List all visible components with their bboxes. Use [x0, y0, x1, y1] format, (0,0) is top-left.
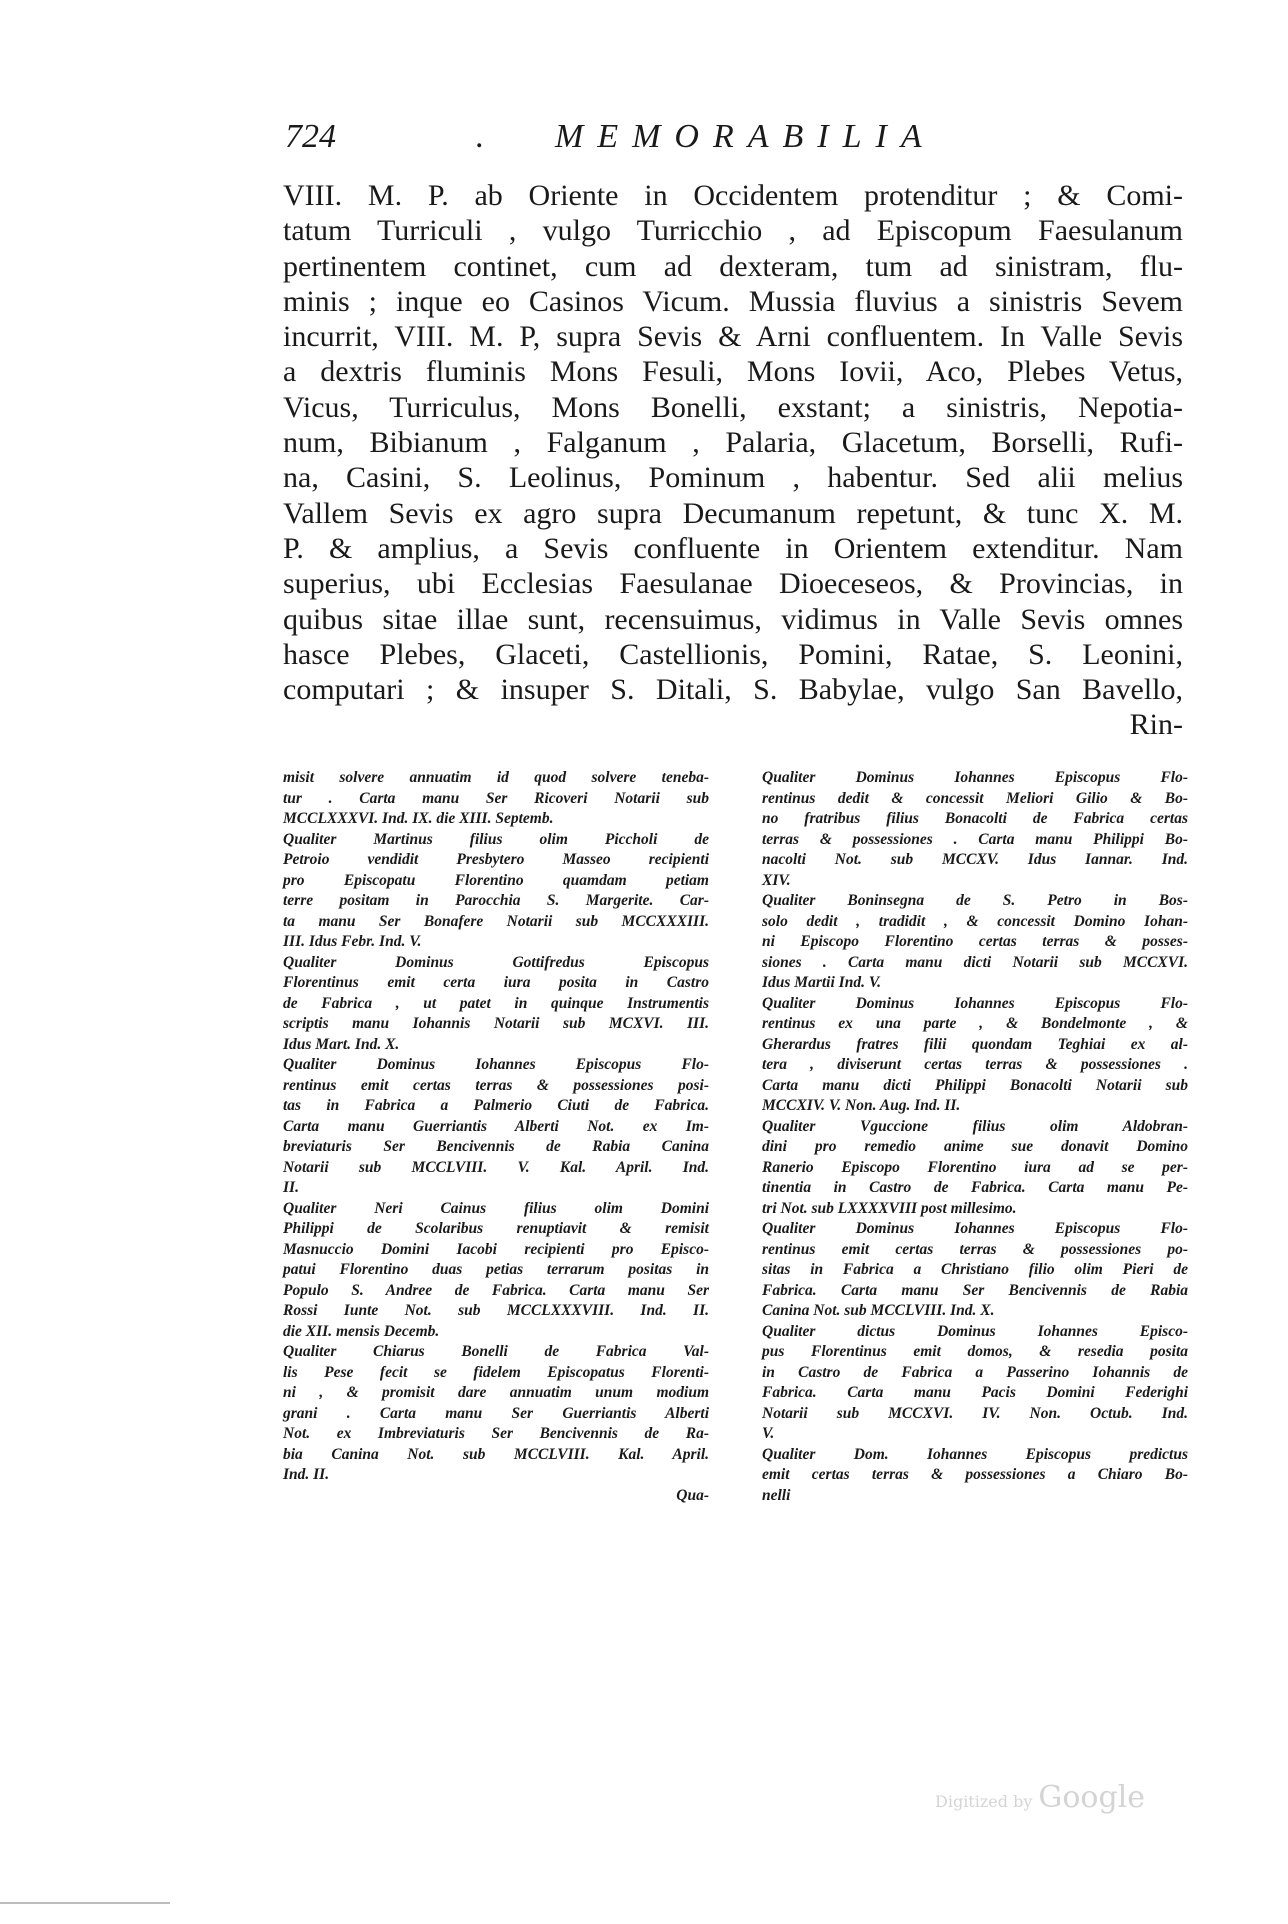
note-line: Qualiter Neri Cainus filius olim Domini — [283, 1199, 709, 1217]
note-line: rentinus emit certas terras & possessiones po- — [762, 1240, 1188, 1258]
note-line: nelli — [762, 1486, 791, 1504]
note-catchword: Qua- — [676, 1486, 709, 1504]
note-line: Petroio vendidit Presbytero Masseo recipienti — [283, 851, 709, 868]
note-line: rentinus dedit & concessit Meliori Gilio & Bo- — [762, 789, 1188, 807]
note-line: patui Florentino duas petias terrarum positas in — [283, 1261, 709, 1278]
note-line: II. — [283, 1179, 299, 1196]
page-header — [285, 118, 1185, 168]
main-text-line: minis ; inque eo Casinos Vicum. Mussia fluvius a sinistris Sevem — [283, 284, 1183, 318]
notes-column-left — [283, 768, 709, 1506]
note-line: no fratribus filius Bonacolti de Fabrica certas — [762, 810, 1188, 827]
note-line: MCCLXXXVI. Ind. IX. die XIII. Septemb. — [283, 810, 554, 827]
note-line: die XII. mensis Decemb. — [283, 1322, 440, 1340]
note-line: misit solvere annuatim id quod solvere teneba- — [283, 769, 709, 786]
watermark-prefix: Digitized by — [935, 1792, 1033, 1811]
note-line: V. — [762, 1425, 775, 1442]
note-line: Qualiter Martinus filius olim Piccholi de — [283, 830, 709, 848]
header-separator: . — [475, 118, 484, 155]
note-line: Qualiter Chiarus Bonelli de Fabrica Val- — [283, 1343, 709, 1360]
note-line: Qualiter Dominus Iohannes Episcopus Flo- — [762, 994, 1188, 1012]
catchword: Rin- — [1129, 708, 1183, 742]
note-line: terre positam in Parocchia S. Margerite. Car- — [283, 892, 709, 909]
main-text-line: hasce Plebes, Glaceti, Castellionis, Pomini, Ratae, S. Leonini, — [283, 637, 1183, 671]
note-line: nacolti Not. sub MCCXV. Idus Iannar. Ind. — [762, 851, 1188, 868]
note-line: ni Episcopo Florentino certas terras & posses- — [762, 933, 1188, 950]
note-line: terras & possessiones . Carta manu Philippi Bo- — [762, 830, 1188, 848]
note-line: ta manu Ser Bonafere Notarii sub MCCXXXIII. — [283, 912, 709, 930]
note-line: Rossi Iunte Not. sub MCCLXXXVIII. Ind. II. — [283, 1302, 709, 1319]
note-line: de Fabrica , ut patet in quinque Instrumentis — [283, 994, 709, 1012]
note-line: solo dedit , tradidit , & concessit Domino Iohan- — [762, 912, 1188, 930]
note-line: tera , diviserunt certas terras & possessiones . — [762, 1056, 1188, 1073]
note-line: Fabrica. Carta manu Pacis Domini Federighi — [762, 1384, 1188, 1401]
note-line: Masnuccio Domini Iacobi recipienti pro Episco- — [283, 1240, 709, 1258]
note-line: Philippi de Scolaribus renuptiavit & remisit — [283, 1220, 709, 1237]
note-line: Qualiter dictus Dominus Iohannes Episco- — [762, 1322, 1188, 1340]
digitization-watermark — [935, 1780, 1145, 1815]
note-line: ni , & promisit dare annuatim unum modium — [283, 1384, 709, 1401]
note-line: dini pro remedio anime sue donavit Domino — [762, 1138, 1188, 1155]
note-line: tinentia in Castro de Fabrica. Carta manu Pe- — [762, 1179, 1188, 1196]
note-line: bia Canina Not. sub MCCLVIII. Kal. April. — [283, 1445, 709, 1463]
note-line: Qualiter Dominus Iohannes Episcopus Flo- — [762, 1220, 1188, 1237]
note-line: pus Florentinus emit domos, & resedia posita — [762, 1343, 1188, 1360]
note-line: rentinus ex una parte , & Bondelmonte , & — [762, 1015, 1188, 1032]
note-line: XIV. — [762, 871, 791, 889]
main-text-line: pertinentem continet, cum ad dexteram, tum ad sinistram, flu- — [283, 249, 1183, 283]
note-line: Canina Not. sub MCCLVIII. Ind. X. — [762, 1302, 995, 1319]
note-line: Qualiter Dominus Iohannes Episcopus Flo- — [762, 769, 1188, 786]
note-line: Qualiter Dominus Gottifredus Episcopus — [283, 953, 709, 971]
note-line: Qualiter Vguccione filius olim Aldobran- — [762, 1117, 1188, 1135]
main-text — [283, 178, 1183, 743]
main-text-line: P. & amplius, a Sevis confluente in Orientem extenditur. Nam — [283, 531, 1183, 565]
running-head: MEMORABILIA — [555, 118, 936, 155]
note-line: Ind. II. — [283, 1466, 330, 1483]
note-line: Qualiter Dom. Iohannes Episcopus predictus — [762, 1445, 1188, 1463]
page-number: 724 — [285, 118, 336, 155]
note-line: Notarii sub MCCXVI. IV. Non. Octub. Ind. — [762, 1404, 1188, 1422]
note-line: Notarii sub MCCLVIII. V. Kal. April. Ind. — [283, 1158, 709, 1176]
note-line: III. Idus Febr. Ind. V. — [283, 933, 422, 950]
note-line: sitas in Fabrica a Christiano filio olim Pieri de — [762, 1261, 1188, 1278]
note-line: Carta manu Guerriantis Alberti Not. ex Im- — [283, 1117, 709, 1135]
note-line: Florentinus emit certa iura posita in Castro — [283, 974, 709, 991]
main-text-line: num, Bibianum , Falganum , Palaria, Glacetum, Borselli, Rufi- — [283, 426, 1183, 460]
note-line: Carta manu dicti Philippi Bonacolti Notarii sub — [762, 1076, 1188, 1094]
note-line: Populo S. Andree de Fabrica. Carta manu Ser — [283, 1281, 709, 1299]
note-line: MCCXIV. V. Non. Aug. Ind. II. — [762, 1097, 961, 1114]
main-text-line: Vicus, Turriculus, Mons Bonelli, exstant; a sinistris, Nepotia- — [283, 390, 1183, 424]
note-line: breviaturis Ser Bencivennis de Rabia Canina — [283, 1138, 709, 1155]
main-text-line: VIII. M. P. ab Oriente in Occidentem protenditur ; & Comi- — [283, 179, 1183, 212]
note-line: emit certas terras & possessiones a Chiaro Bo- — [762, 1466, 1188, 1483]
note-line: in Castro de Fabrica a Passerino Iohannis de — [762, 1363, 1188, 1381]
note-line: Gherardus fratres filii quondam Teghiai ex al- — [762, 1035, 1188, 1053]
notes-column-right — [762, 768, 1188, 1506]
note-line: Ranerio Episcopo Florentino iura ad se per- — [762, 1158, 1188, 1176]
main-text-line: quibus sitae illae sunt, recensuimus, vidimus in Valle Sevis omnes — [283, 602, 1183, 636]
main-text-line: incurrit, VIII. M. P, supra Sevis & Arni confluentem. In Valle Sevis — [283, 320, 1183, 354]
main-text-line: tatum Turriculi , vulgo Turricchio , ad Episcopum Faesulanum — [283, 214, 1183, 248]
note-line: Idus Martii Ind. V. — [762, 974, 882, 991]
note-line: tri Not. sub LXXXXVIII post millesimo. — [762, 1199, 1017, 1217]
main-text-line: computari ; & insuper S. Ditali, S. Babylae, vulgo San Bavello, — [283, 673, 1183, 707]
main-text-line: Vallem Sevis ex agro supra Decumanum repetunt, & tunc X. M. — [283, 496, 1183, 530]
note-line: grani . Carta manu Ser Guerriantis Alberti — [283, 1404, 709, 1422]
note-line: scriptis manu Iohannis Notarii sub MCXVI. III. — [283, 1015, 709, 1032]
note-line: Not. ex Imbreviaturis Ser Bencivennis de Ra- — [283, 1425, 709, 1442]
main-text-line: superius, ubi Ecclesias Faesulanae Dioeceseos, & Provincias, in — [283, 567, 1183, 601]
note-line: Idus Mart. Ind. X. — [283, 1035, 400, 1053]
note-line: rentinus emit certas terras & possessiones posi- — [283, 1076, 709, 1094]
main-text-line: a dextris fluminis Mons Fesuli, Mons Iovii, Aco, Plebes Vetus, — [283, 355, 1183, 389]
note-line: Qualiter Dominus Iohannes Episcopus Flo- — [283, 1056, 709, 1073]
note-line: lis Pese fecit se fidelem Episcopatus Florenti- — [283, 1363, 709, 1381]
note-line: Qualiter Boninsegna de S. Petro in Bos- — [762, 892, 1188, 909]
note-line: siones . Carta manu dicti Notarii sub MCCXVI. — [762, 953, 1188, 971]
scan-edge-mark — [0, 1902, 170, 1904]
note-line: tur . Carta manu Ser Ricoveri Notarii sub — [283, 789, 709, 807]
note-line: tas in Fabrica a Palmerio Ciuti de Fabrica. — [283, 1097, 709, 1114]
main-text-line: na, Casini, S. Leolinus, Pominum , habentur. Sed alii melius — [283, 461, 1183, 495]
note-line: Fabrica. Carta manu Ser Bencivennis de Rabia — [762, 1281, 1188, 1299]
watermark-brand: Google — [1038, 1780, 1145, 1815]
note-line: pro Episcopatu Florentino quamdam petiam — [283, 871, 709, 889]
